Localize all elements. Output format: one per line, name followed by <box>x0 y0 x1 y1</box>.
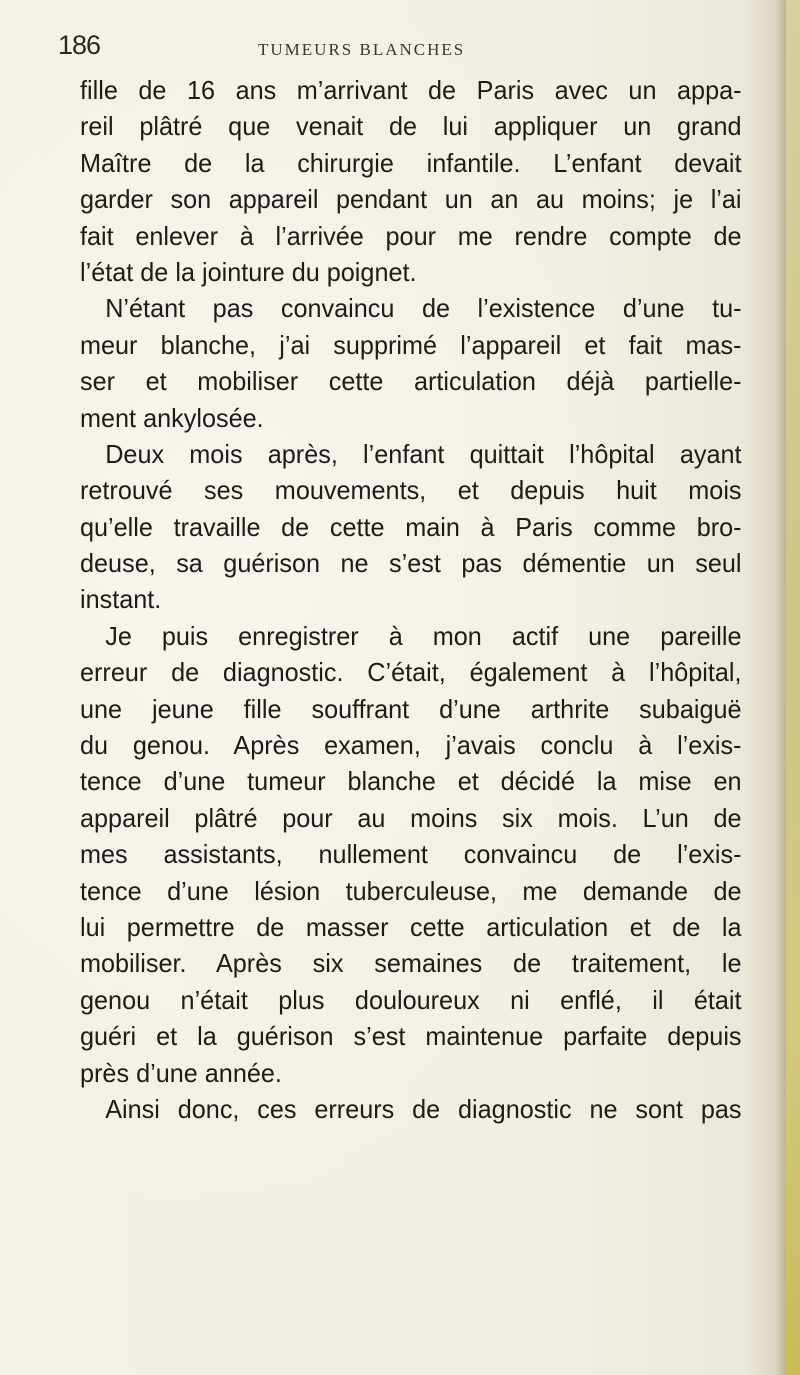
text-line: guéri et la guérison s’est maintenue parfaite depuis <box>80 1021 742 1052</box>
text-line: retrouvé ses mouvements, et depuis huit mois <box>80 475 742 506</box>
paragraph-start-line: Je puis enregistrer à mon actif une pareille <box>105 620 742 651</box>
text-line: fille de 16 ans m’arrivant de Paris avec un appa- <box>80 75 742 105</box>
text-line: Maître de la chirurgie infantile. L’enfant devait <box>80 147 742 178</box>
text-line: genou n’était plus douloureux ni enflé, il était <box>80 984 742 1015</box>
page-edge <box>786 0 800 1375</box>
paragraph-start-line: Ainsi donc, ces erreurs de diagnostic ne sont pas <box>105 1093 742 1124</box>
text-line: erreur de diagnostic. C’était, également à l’hôpital, <box>80 657 742 688</box>
text-line: tence d’une tumeur blanche et décidé la mise en <box>80 766 742 797</box>
paragraph-start-line: N’étant pas convaincu de l’existence d’une tu- <box>105 293 742 324</box>
text-line: mobiliser. Après six semaines de traitement, le <box>80 948 742 979</box>
text-line: reil plâtré que venait de lui appliquer un grand <box>80 111 742 142</box>
text-line: instant. <box>80 584 162 615</box>
text-line: du genou. Après examen, j’avais conclu à l’exis- <box>80 730 742 761</box>
text-line: meur blanche, j’ai supprimé l’appareil et fait mas- <box>80 329 742 360</box>
text-line: l’état de la jointure du poignet. <box>80 256 417 287</box>
text-line: fait enlever à l’arrivée pour me rendre compte de <box>80 220 742 251</box>
body-text <box>80 72 742 1127</box>
text-line: mes assistants, nullement convaincu de l’exis- <box>80 839 742 870</box>
page-edge-shadow <box>776 0 786 1375</box>
text-line: garder son appareil pendant un an au moins; je l’ai <box>80 184 742 215</box>
text-line: ment ankylosée. <box>80 402 264 433</box>
text-line: appareil plâtré pour au moins six mois. L’un de <box>80 802 742 833</box>
page-number: 186 <box>58 30 101 60</box>
text-line: qu’elle travaille de cette main à Paris comme bro- <box>80 511 742 542</box>
running-header <box>58 30 748 66</box>
paragraph-start-line: Deux mois après, l’enfant quittait l’hôpital ayant <box>105 438 742 469</box>
text-line: tence d’une lésion tuberculeuse, me demande de <box>80 875 742 906</box>
running-title: TUMEURS BLANCHES <box>258 40 466 59</box>
text-line: près d’une année. <box>80 1057 282 1088</box>
text-line: deuse, sa guérison ne s’est pas démentie un seul <box>80 548 742 579</box>
text-line: lui permettre de masser cette articulation et de la <box>80 911 742 942</box>
text-line: ser et mobiliser cette articulation déjà partielle- <box>80 366 742 397</box>
text-line: une jeune fille souffrant d’une arthrite subaiguë <box>80 693 742 724</box>
